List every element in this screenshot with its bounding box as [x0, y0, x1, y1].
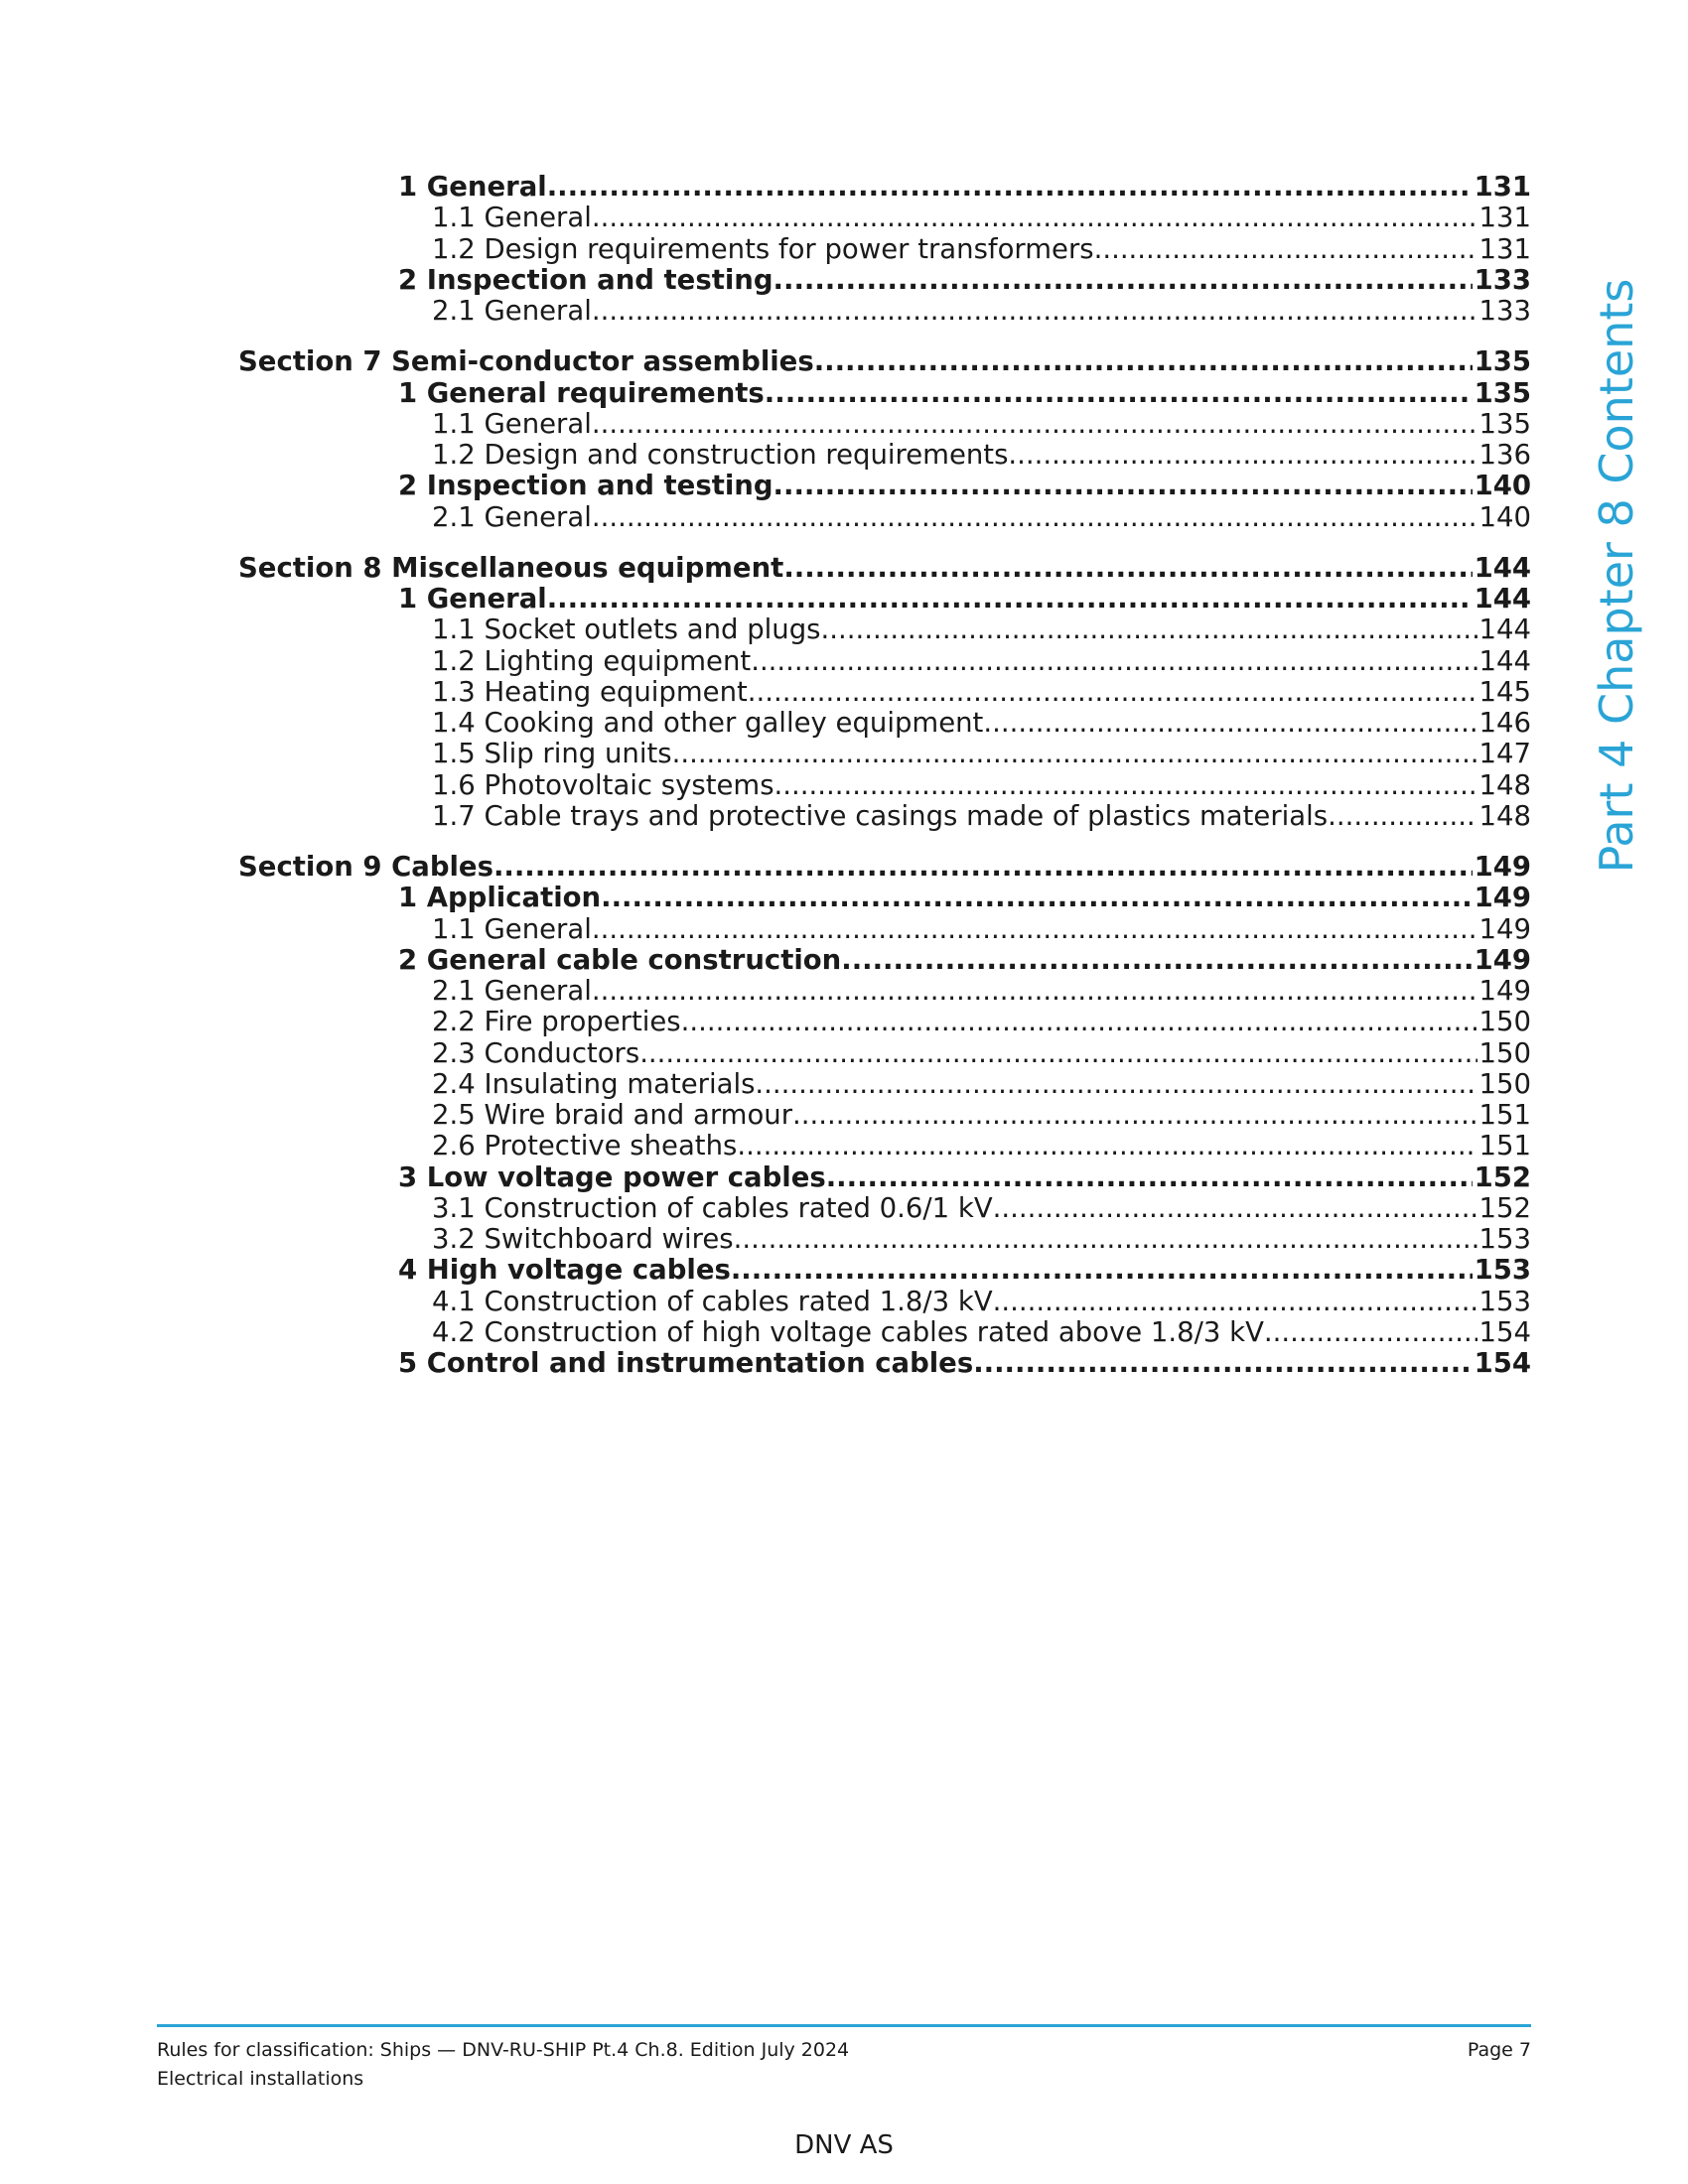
- publisher-name: DNV AS: [794, 2130, 894, 2160]
- toc-entry-title: 1.1 General: [432, 912, 592, 945]
- toc-subheading-entry[interactable]: [432, 293, 1531, 329]
- toc-dot-leader: [973, 1345, 1472, 1381]
- toc-entry-title: 2 Inspection and testing: [398, 263, 774, 296]
- toc-entry-page-number: 152: [1474, 1160, 1531, 1193]
- toc-entry-page-number: 154: [1474, 1347, 1531, 1379]
- toc-entry-page-number: 149: [1474, 882, 1531, 914]
- toc-entry-page-number: 152: [1478, 1191, 1531, 1224]
- footer-document-reference: Rules for classification: Ships — DNV-RU-SHIP Pt.4 Ch.8. Edition July 2024: [157, 2039, 850, 2061]
- toc-entry-title: 1.2 Design requirements for power transformers: [432, 232, 1094, 265]
- toc-entry-page-number: 136: [1478, 439, 1531, 471]
- toc-entry-title: 2.2 Fire properties: [432, 1006, 681, 1038]
- toc-entry-page-number: 149: [1474, 943, 1531, 976]
- toc-entry-page-number: 150: [1478, 1006, 1531, 1038]
- toc-entry-title: 1 General requirements: [398, 376, 765, 409]
- toc-entry-page-number: 151: [1478, 1099, 1531, 1131]
- toc-entry-page-number: 131: [1478, 232, 1531, 265]
- toc-entry-page-number: 150: [1478, 1067, 1531, 1100]
- toc-entry-title: 4 High voltage cables: [398, 1254, 731, 1287]
- toc-entry-title: 1.2 Design and construction requirements: [432, 439, 1009, 471]
- toc-entry-title: Section 9 Cables: [238, 851, 493, 883]
- toc-entry-title: Section 8 Miscellaneous equipment: [238, 551, 784, 584]
- toc-entry-title: 1.7 Cable trays and protective casings made of plastics materials: [432, 799, 1329, 832]
- toc-entry-title: Section 7 Semi-conductor assemblies: [238, 345, 814, 378]
- toc-entry-title: 2.4 Insulating materials: [432, 1067, 756, 1100]
- toc-entry-title: 2 General cable construction: [398, 943, 842, 976]
- toc-entry-title: 2.1 General: [432, 295, 592, 327]
- toc-entry-page-number: 131: [1478, 202, 1531, 234]
- toc-entry-page-number: 135: [1478, 407, 1531, 440]
- toc-entry-page-number: 153: [1478, 1223, 1531, 1255]
- toc-entry-page-number: 146: [1478, 707, 1531, 739]
- toc-entry-title: 2.3 Conductors: [432, 1036, 640, 1069]
- toc-entry-page-number: 133: [1478, 295, 1531, 327]
- footer-page-number: Page 7: [1467, 2039, 1531, 2061]
- toc-entry-title: 1.1 Socket outlets and plugs: [432, 614, 821, 646]
- toc-entry-title: 3.1 Construction of cables rated 0.6/1 kV: [432, 1191, 993, 1224]
- toc-entry-page-number: 149: [1478, 975, 1531, 1007]
- toc-entry-title: 1.1 General: [432, 407, 592, 440]
- toc-entry-page-number: 140: [1478, 500, 1531, 533]
- toc-entry-title: 2.6 Protective sheaths: [432, 1130, 738, 1162]
- toc-entry-title: 4.1 Construction of cables rated 1.8/3 kV: [432, 1285, 993, 1317]
- toc-entry-title: 1.6 Photovoltaic systems: [432, 768, 774, 801]
- toc-entry-page-number: 153: [1478, 1285, 1531, 1317]
- toc-entry-title: 3.2 Switchboard wires: [432, 1223, 734, 1255]
- toc-entry-title: 2.5 Wire braid and armour: [432, 1099, 793, 1131]
- toc-entry-title: 1.4 Cooking and other galley equipment: [432, 707, 984, 739]
- toc-entry-title: 1.1 General: [432, 202, 592, 234]
- toc-entry-page-number: 144: [1474, 583, 1531, 614]
- toc-entry-page-number: 154: [1478, 1315, 1531, 1348]
- toc-entry-title: 5 Control and instrumentation cables: [398, 1347, 974, 1379]
- toc-entry-page-number: 135: [1474, 376, 1531, 409]
- toc-entry-page-number: 144: [1478, 614, 1531, 646]
- toc-dot-leader: [1328, 798, 1477, 834]
- toc-entry-page-number: 133: [1474, 263, 1531, 296]
- toc-entry-title: 3 Low voltage power cables: [398, 1160, 826, 1193]
- toc-entry-page-number: 140: [1474, 470, 1531, 502]
- toc-subheading-entry[interactable]: [432, 499, 1531, 535]
- toc-entry-page-number: 149: [1474, 851, 1531, 883]
- footer-document-subtitle: Electrical installations: [157, 2068, 364, 2090]
- toc-entry-title: 1 General: [398, 171, 547, 203]
- toc-entry-page-number: 153: [1474, 1254, 1531, 1287]
- toc-dot-leader: [592, 499, 1477, 535]
- toc-subheading-entry[interactable]: [432, 798, 1531, 834]
- toc-entry-title: 1 General: [398, 583, 547, 614]
- toc-entry-page-number: 144: [1478, 644, 1531, 677]
- toc-entry-page-number: 148: [1478, 799, 1531, 832]
- toc-entry-page-number: 149: [1478, 912, 1531, 945]
- toc-entry-title: 1.3 Heating equipment: [432, 675, 748, 708]
- toc-entry-title: 1 Application: [398, 882, 602, 914]
- toc-entry-page-number: 147: [1478, 738, 1531, 770]
- toc-entry-page-number: 148: [1478, 768, 1531, 801]
- toc-entry-page-number: 151: [1478, 1130, 1531, 1162]
- toc-entry-title: 2.1 General: [432, 500, 592, 533]
- toc-entry-page-number: 131: [1474, 171, 1531, 203]
- toc-heading-entry[interactable]: [398, 1345, 1531, 1381]
- toc-entry-title: 4.2 Construction of high voltage cables rated above 1.8/3 kV: [432, 1315, 1264, 1348]
- side-tab-label: Part 4 Chapter 8 Contents: [1590, 278, 1643, 874]
- toc-entry-page-number: 145: [1478, 675, 1531, 708]
- toc-entry-title: 2 Inspection and testing: [398, 470, 774, 502]
- toc-entry-title: 2.1 General: [432, 975, 592, 1007]
- toc-entry-page-number: 150: [1478, 1036, 1531, 1069]
- toc-entry-title: 1.2 Lighting equipment: [432, 644, 752, 677]
- toc-entry-page-number: 144: [1474, 551, 1531, 584]
- toc-entry-page-number: 135: [1474, 345, 1531, 378]
- toc-dot-leader: [592, 293, 1477, 329]
- toc-entry-title: 1.5 Slip ring units: [432, 738, 672, 770]
- footer-divider: [157, 2024, 1531, 2027]
